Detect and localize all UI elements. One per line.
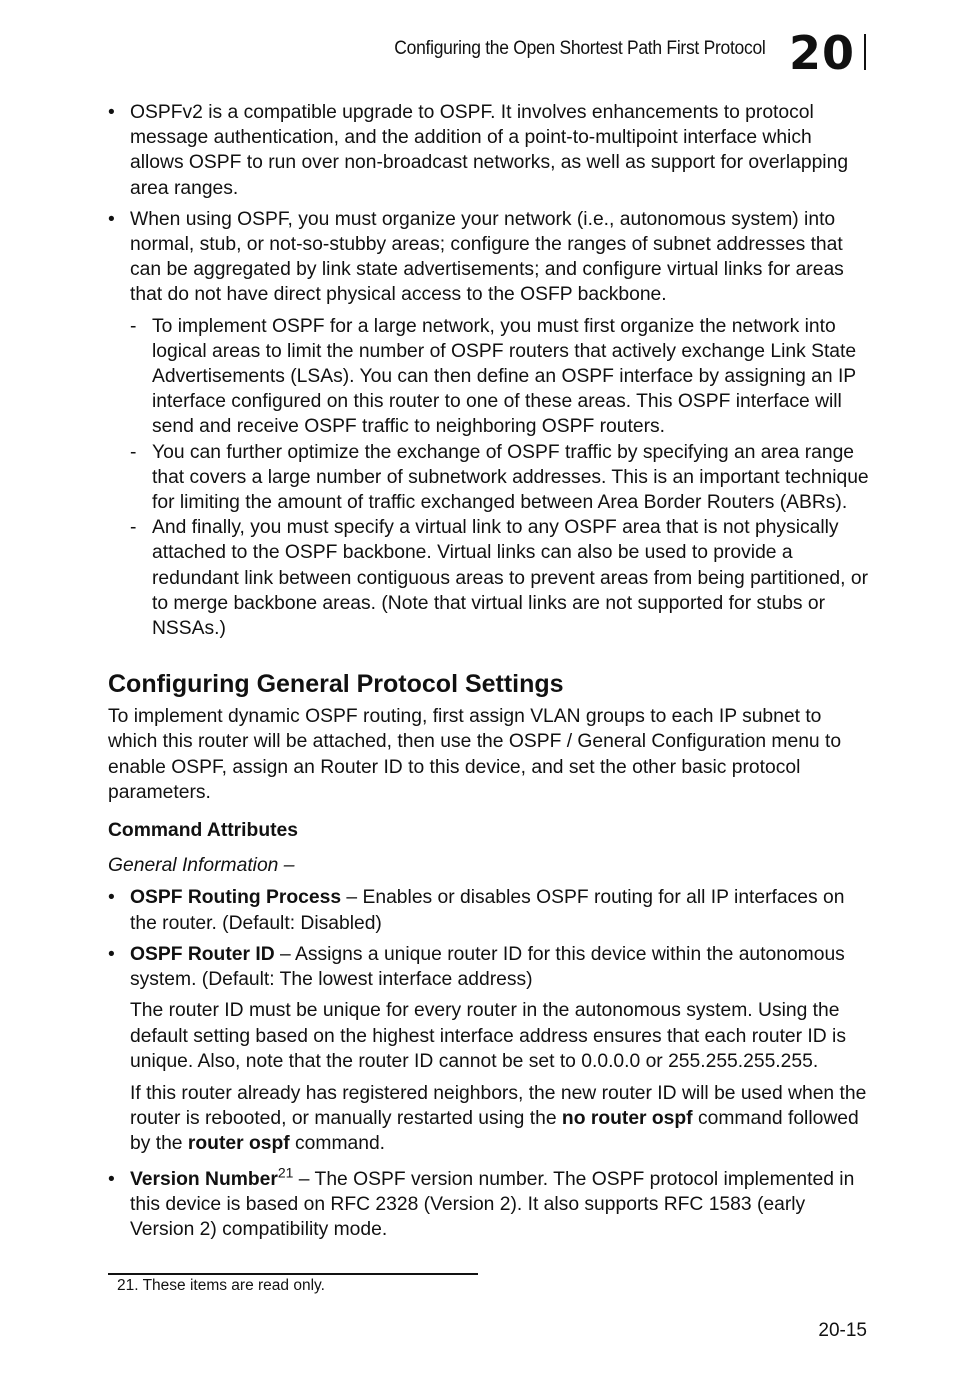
sub-list	[108, 314, 870, 642]
bullet-glyph: •	[108, 943, 115, 965]
router-id-note-1: The router ID must be unique for every router in the autonomous system. Using the default setting based on the highest interface address ensures that each router ID is unique. Also, note that the router ID cannot be set to 0.0.0.0 or 255.255.255.255.	[130, 1000, 846, 1072]
attribute-routing-process	[108, 885, 870, 935]
chapter-number: 20	[789, 26, 856, 80]
dash-glyph: -	[130, 517, 137, 539]
dash-glyph: -	[130, 315, 137, 337]
attribute-text	[130, 942, 870, 992]
note-text: command.	[289, 1133, 386, 1155]
sub-item-text: To implement OSPF for a large network, you must first organize the network into logical areas to limit the number of OSPF routers that actively exchange Link State Advertisements (LSAs). You can then define an OSPF interface by assigning an IP interface configured on this router to one of these areas. This OSPF interface will send and receive OSPF traffic to neighboring OSPF routers.	[152, 315, 857, 438]
bullet-item	[108, 100, 870, 201]
bullet-glyph: •	[108, 208, 115, 230]
attribute-text	[130, 1164, 870, 1243]
section-paragraph: To implement dynamic OSPF routing, first assign VLAN groups to each IP subnet to which this router will be attached, then use the OSPF / General Configuration menu to enable OSPF, assign an Router ID to this device, and set the other basic protocol parameters.	[108, 706, 842, 803]
note-text: If this router already has registered neighbors, the new router ID will be used when the router is rebooted, or manually restarted using the	[130, 1082, 867, 1130]
attribute-router-id	[108, 942, 870, 992]
attribute-term: Version Number	[130, 1168, 278, 1190]
command-router-ospf: router ospf	[187, 1133, 290, 1155]
bullet-glyph: •	[108, 1168, 115, 1190]
general-information-label: General Information –	[108, 855, 295, 877]
attribute-version-number	[108, 1164, 870, 1243]
header-title: Configuring the Open Shortest Path First Protocol	[394, 38, 766, 59]
sub-item-text: You can further optimize the exchange of OSPF traffic by specifying an area range that covers a large number of subnetwork addresses. This is an important technique for limiting the amount of traffic exchanged between Area Border Routers (ABRs).	[152, 441, 869, 514]
footnote-rule	[108, 1273, 478, 1275]
bullet-glyph: •	[108, 887, 115, 909]
dash-glyph: -	[130, 441, 137, 463]
attribute-desc: – Enables or disables OSPF routing for all IP interfaces on the router. (Default: Disabled)	[130, 887, 845, 934]
sub-item	[108, 440, 870, 516]
attribute-desc: – Assigns a unique router ID for this device within the autonomous system. (Default: The lowest interface address)	[130, 943, 845, 991]
note-text: command followed by the	[130, 1108, 859, 1155]
footnote-ref: 21	[277, 1164, 294, 1181]
sub-item-text: And finally, you must specify a virtual link to any OSPF area that is not physically attached to the OSPF backbone. Virtual links can also be used to provide a redundant link between contiguous areas to prevent areas from being partitioned, or to merge backbone areas. (Note that virtual links are not supported for stubs or NSSAs.)	[152, 517, 868, 640]
sub-item	[108, 515, 870, 641]
page-content	[108, 100, 870, 1248]
bullet-text: OSPFv2 is a compatible upgrade to OSPF. It involves enhancements to protocol message authentication, and the addition of a point-to-multipoint interface which allows OSPF to run over non-broadcast networks, as well as support for overlapping area ranges.	[130, 102, 849, 199]
attribute-text	[130, 885, 870, 935]
section-heading: Configuring General Protocol Settings	[108, 670, 564, 699]
sub-item	[108, 314, 870, 440]
bullet-item	[108, 207, 870, 308]
attribute-desc: – The OSPF version number. The OSPF protocol implemented in this device is based on RFC 2328 (Version 2). It also supports RFC 1583 (early Version 2) compatibility mode.	[130, 1168, 855, 1240]
page-number: 20-15	[818, 1320, 867, 1341]
bullet-glyph: •	[108, 102, 115, 123]
command-attributes-heading: Command Attributes	[108, 820, 298, 842]
command-no-router-ospf: no router ospf	[561, 1108, 693, 1130]
attribute-term: OSPF Routing Process	[130, 887, 342, 909]
bullet-text: When using OSPF, you must organize your network (i.e., autonomous system) into normal, stub, or not-so-stubby areas; configure the ranges of subnet addresses that can be aggregated by link state advertisements; and configure virtual links for areas that do not have direct physical access to the OSFP backbone.	[130, 208, 844, 306]
footnote: 21. These items are read only.	[117, 1277, 325, 1294]
chapter-rule	[864, 34, 866, 70]
router-id-note-2	[108, 1081, 870, 1157]
attribute-term: OSPF Router ID	[130, 943, 275, 965]
